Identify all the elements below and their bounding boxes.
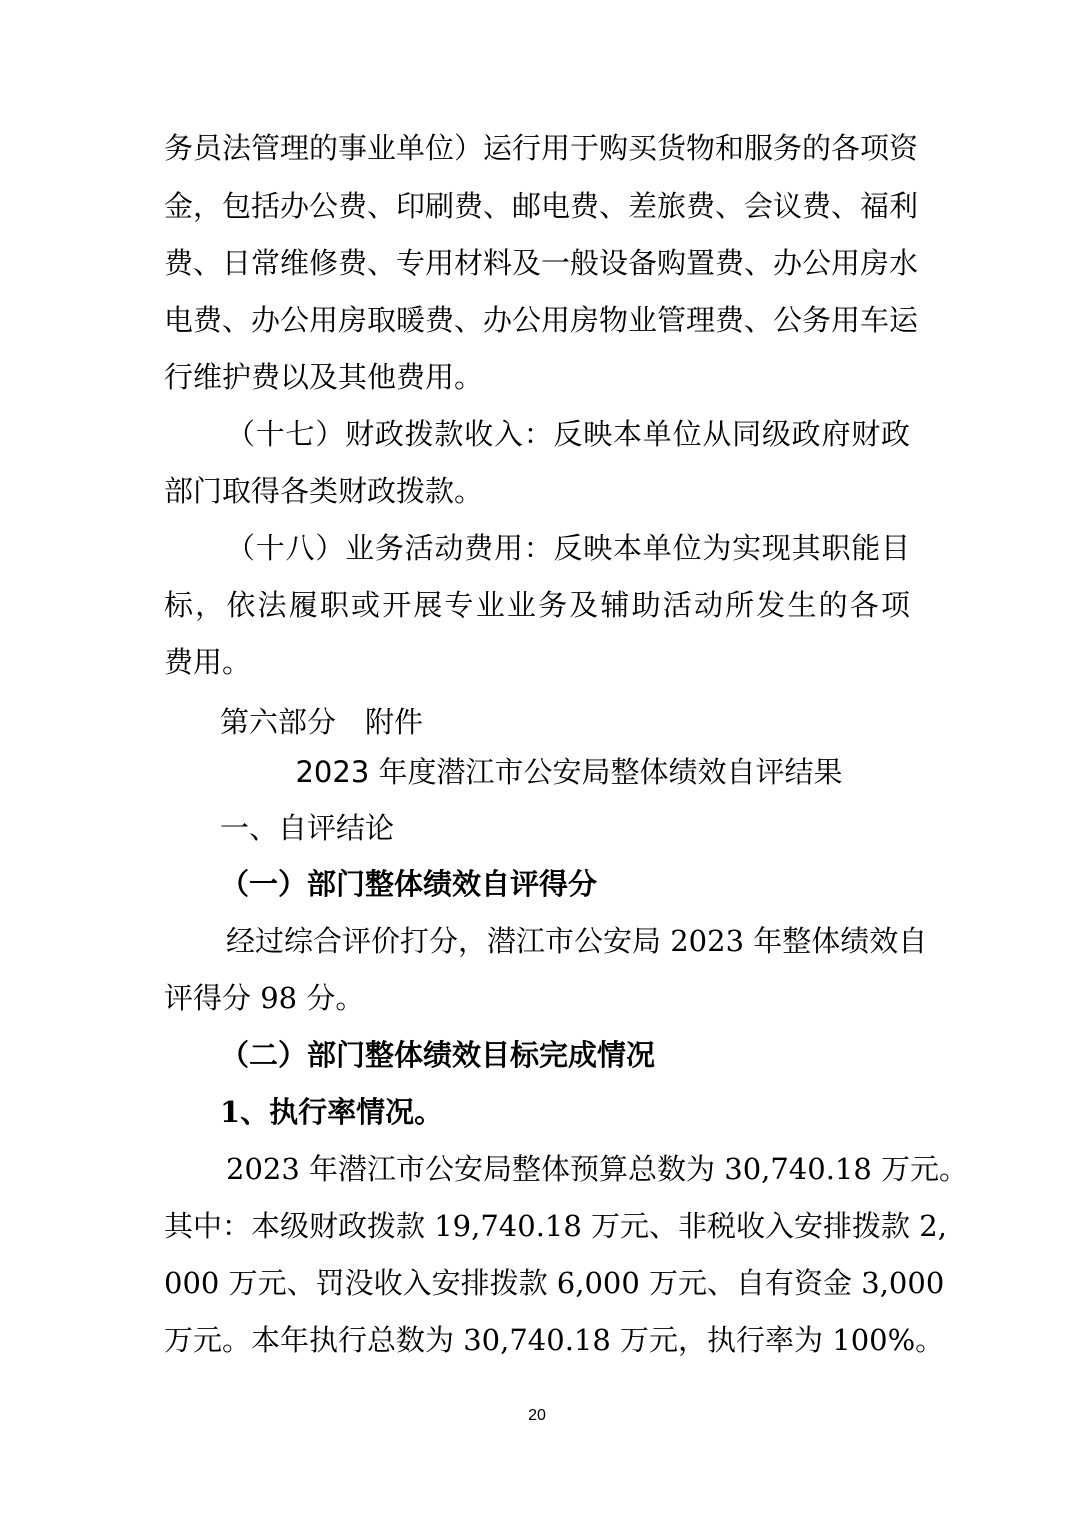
body-line: 金，包括办公费、印刷费、邮电费、差旅费、会议费、福利 (164, 189, 919, 223)
item-execution-rate: 1、执行率情况。 (220, 1095, 444, 1129)
definition-18-line: （十八）业务活动费用：反映本单位为实现其职能目 (226, 531, 910, 565)
definition-17-line: 部门取得各类财政拨款。 (164, 474, 484, 508)
body-line: 费、日常维修费、专用材料及一般设备购置费、办公用房水 (164, 246, 919, 280)
attachment-title: 2023 年度潜江市公安局整体绩效自评结果 (295, 755, 843, 789)
subheading-score: （一）部门整体绩效自评得分 (220, 867, 598, 901)
section-heading: 第六部分 附件 (220, 705, 424, 739)
subheading-targets: （二）部门整体绩效目标完成情况 (220, 1038, 656, 1072)
budget-line: 000 万元、罚没收入安排拨款 6,000 万元、自有资金 3,000 (164, 1266, 945, 1300)
definition-17-line: （十七）财政拨款收入：反映本单位从同级政府财政 (226, 417, 910, 451)
definition-18-line: 费用。 (164, 645, 252, 679)
body-line: 行维护费以及其他费用。 (164, 360, 484, 394)
budget-line: 万元。本年执行总数为 30,740.18 万元，执行率为 100%。 (164, 1323, 945, 1357)
body-line: 务员法管理的事业单位）运行用于购买货物和服务的各项资 (164, 131, 919, 165)
score-line: 经过综合评价打分，潜江市公安局 2023 年整体绩效自 (226, 924, 928, 958)
score-line: 评得分 98 分。 (164, 981, 365, 1015)
body-line: 电费、办公用房取暖费、办公用房物业管理费、公务用车运 (164, 303, 919, 337)
budget-line: 2023 年潜江市公安局整体预算总数为 30,740.18 万元。 (226, 1152, 969, 1186)
heading-conclusion: 一、自评结论 (220, 811, 395, 845)
definition-18-line: 标，依法履职或开展专业业务及辅助活动所发生的各项 (164, 588, 910, 622)
budget-line: 其中：本级财政拨款 19,740.18 万元、非税收入安排拨款 2, (164, 1209, 947, 1243)
page-number: 20 (528, 1407, 546, 1424)
